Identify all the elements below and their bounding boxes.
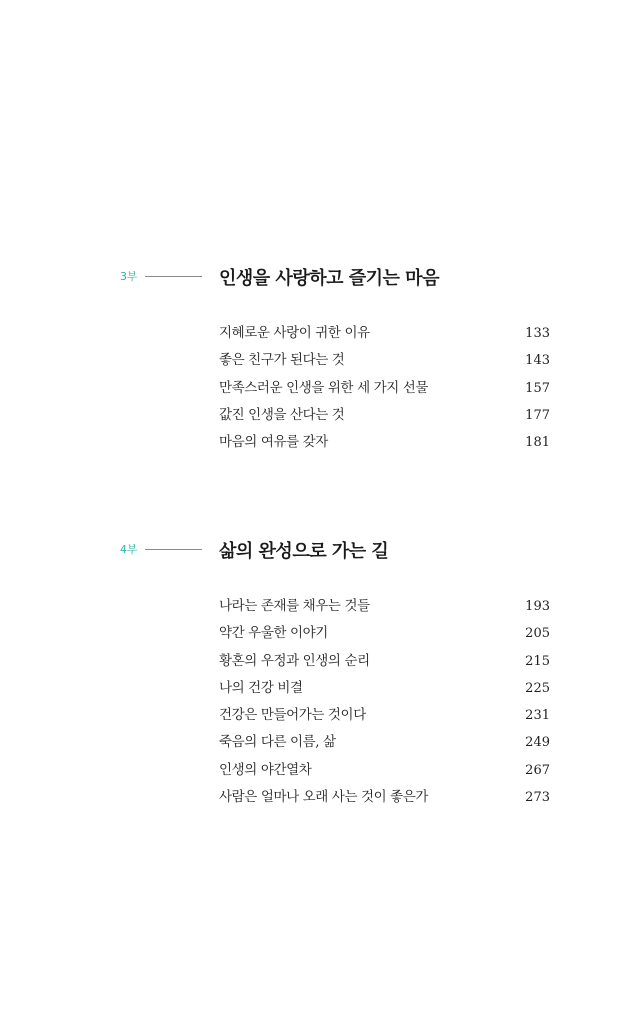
toc-entry[interactable] [219, 620, 550, 647]
part-label: 3부 [120, 270, 138, 283]
toc-entry[interactable] [219, 347, 550, 374]
part-label: 4부 [120, 543, 138, 556]
entry-title: 죽음의 다른 이름, 삶 [219, 734, 336, 751]
toc-entry[interactable] [219, 375, 550, 402]
entry-title: 사람은 얼마나 오래 사는 것이 좋은가 [219, 789, 429, 806]
entry-title: 나의 건강 비결 [219, 679, 303, 696]
toc-entry[interactable] [219, 593, 550, 620]
part-divider-rule [145, 549, 202, 550]
part-title: 삶의 완성으로 가는 길 [219, 541, 389, 562]
part-divider-rule [145, 276, 202, 277]
entry-page-number: 249 [525, 735, 550, 751]
toc-list [219, 320, 550, 456]
toc-entry[interactable] [219, 402, 550, 429]
entry-page-number: 193 [525, 599, 550, 614]
entry-page-number: 177 [525, 407, 550, 423]
entry-title: 약간 우울한 이야기 [219, 625, 328, 642]
part-title: 인생을 사랑하고 즐기는 마음 [219, 268, 439, 289]
entry-title: 값진 인생을 산다는 것 [219, 406, 345, 423]
entry-page-number: 181 [525, 435, 550, 451]
entry-title: 건강은 만들어가는 것이다 [219, 707, 366, 724]
toc-entry[interactable] [219, 320, 550, 347]
entry-title: 마음의 여유를 갖자 [219, 434, 328, 451]
entry-title: 지혜로운 사랑이 귀한 이유 [219, 325, 370, 341]
toc-list [219, 593, 550, 811]
entry-page-number: 231 [525, 708, 550, 724]
entry-title: 좋은 친구가 된다는 것 [219, 352, 345, 369]
toc-entry[interactable] [219, 702, 550, 729]
entry-page-number: 267 [525, 762, 550, 778]
entry-page-number: 225 [525, 680, 550, 696]
entry-page-number: 143 [525, 353, 550, 369]
entry-page-number: 157 [525, 380, 550, 396]
entry-page-number: 273 [525, 790, 550, 806]
toc-entry[interactable] [219, 429, 550, 456]
toc-entry[interactable] [219, 675, 550, 702]
entry-page-number: 215 [525, 653, 550, 669]
toc-entry[interactable] [219, 784, 550, 811]
toc-entry[interactable] [219, 729, 550, 756]
toc-entry[interactable] [219, 648, 550, 675]
entry-title: 인생의 야간열차 [219, 761, 312, 778]
entry-title: 나라는 존재를 채우는 것들 [219, 598, 370, 614]
toc-entry[interactable] [219, 757, 550, 784]
entry-page-number: 205 [525, 626, 550, 642]
entry-title: 황혼의 우정과 인생의 순리 [219, 652, 370, 669]
entry-page-number: 133 [525, 326, 550, 341]
entry-title: 만족스러운 인생을 위한 세 가지 선물 [219, 379, 429, 396]
